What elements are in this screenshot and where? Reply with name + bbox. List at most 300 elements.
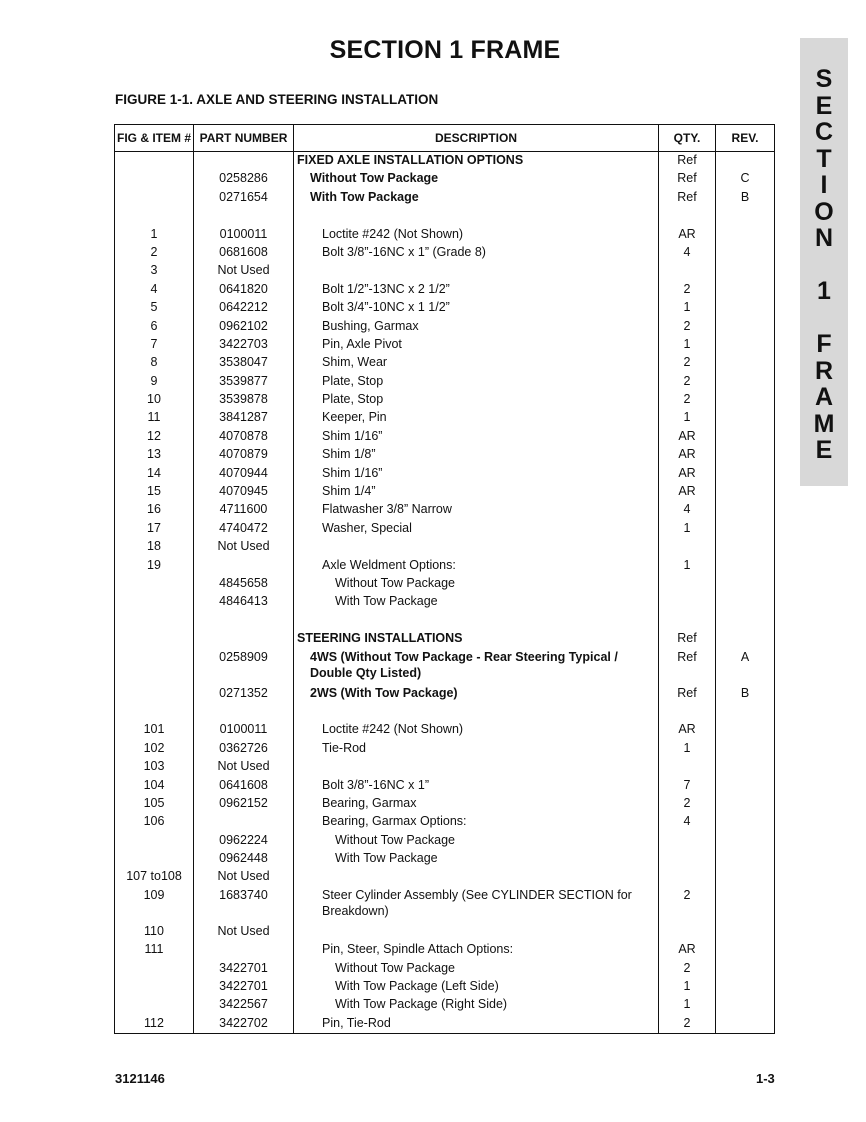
qty-cell — [659, 868, 716, 886]
table-row — [115, 318, 775, 336]
fig-item-cell — [115, 189, 194, 207]
rev-cell — [716, 373, 775, 391]
rev-cell — [716, 465, 775, 483]
table-row — [115, 281, 775, 299]
description-cell: Bearing, Garmax Options: — [294, 813, 659, 831]
fig-item-cell: 12 — [115, 428, 194, 446]
table-row — [115, 336, 775, 354]
description-cell: Bolt 3/4”-10NC x 1 1/2” — [294, 299, 659, 317]
rev-cell — [716, 483, 775, 501]
part-number-cell: 4740472 — [194, 520, 294, 538]
rev-cell — [716, 318, 775, 336]
table-row — [115, 428, 775, 446]
rev-cell — [716, 557, 775, 575]
fig-item-cell: 109 — [115, 887, 194, 923]
part-number-cell: 3538047 — [194, 354, 294, 372]
qty-cell: 4 — [659, 244, 716, 262]
table-row — [115, 501, 775, 519]
table-row — [115, 538, 775, 556]
table-row — [115, 887, 775, 923]
rev-cell — [716, 703, 775, 721]
fig-item-cell: 105 — [115, 795, 194, 813]
description-cell — [294, 758, 659, 776]
description-cell: With Tow Package (Right Side) — [294, 996, 659, 1014]
fig-item-cell: 11 — [115, 409, 194, 427]
qty-cell: AR — [659, 483, 716, 501]
section-title: SECTION 1 FRAME — [329, 36, 561, 64]
description-cell: Shim 1/4” — [294, 483, 659, 501]
fig-item-cell: 18 — [115, 538, 194, 556]
description-cell: Shim 1/16” — [294, 428, 659, 446]
table-row — [115, 575, 775, 593]
qty-cell — [659, 593, 716, 611]
qty-cell: AR — [659, 446, 716, 464]
rev-cell — [716, 520, 775, 538]
part-number-cell: 3422701 — [194, 978, 294, 996]
fig-item-cell — [115, 960, 194, 978]
qty-cell: Ref — [659, 649, 716, 685]
side-tab-letter: T — [816, 144, 832, 173]
part-number-cell — [194, 703, 294, 721]
table-row — [115, 996, 775, 1014]
description-cell: Bearing, Garmax — [294, 795, 659, 813]
part-number-cell — [194, 557, 294, 575]
fig-item-cell: 110 — [115, 923, 194, 941]
fig-item-cell: 4 — [115, 281, 194, 299]
description-cell: Plate, Stop — [294, 391, 659, 409]
table-row — [115, 557, 775, 575]
fig-item-cell: 17 — [115, 520, 194, 538]
description-cell — [294, 207, 659, 225]
table-row — [115, 299, 775, 317]
qty-cell: 1 — [659, 520, 716, 538]
table-row — [115, 703, 775, 721]
table-row — [115, 960, 775, 978]
side-tab — [800, 38, 848, 486]
rev-cell — [716, 612, 775, 630]
description-cell — [294, 262, 659, 280]
table-row — [115, 685, 775, 703]
description-cell — [294, 612, 659, 630]
part-number-cell: Not Used — [194, 758, 294, 776]
table-row — [115, 409, 775, 427]
table-row — [115, 649, 775, 685]
side-tab-letters — [800, 66, 848, 464]
fig-item-cell: 14 — [115, 465, 194, 483]
rev-cell — [716, 630, 775, 648]
description-cell: Bolt 1/2”-13NC x 2 1/2” — [294, 281, 659, 299]
description-cell: Without Tow Package — [294, 960, 659, 978]
qty-cell: AR — [659, 428, 716, 446]
header-description: DESCRIPTION — [294, 125, 659, 152]
fig-item-cell: 19 — [115, 557, 194, 575]
part-number-cell — [194, 941, 294, 959]
fig-item-cell: 107 to108 — [115, 868, 194, 886]
description-cell — [294, 703, 659, 721]
qty-cell: 1 — [659, 557, 716, 575]
description-cell: Washer, Special — [294, 520, 659, 538]
rev-cell — [716, 868, 775, 886]
fig-item-cell — [115, 170, 194, 188]
table-row — [115, 152, 775, 171]
part-number-cell: 3422567 — [194, 996, 294, 1014]
rev-cell — [716, 262, 775, 280]
part-number-cell: 4070879 — [194, 446, 294, 464]
fig-item-cell: 9 — [115, 373, 194, 391]
fig-item-cell — [115, 612, 194, 630]
rev-cell — [716, 409, 775, 427]
table-row — [115, 189, 775, 207]
qty-cell: 2 — [659, 281, 716, 299]
rev-cell — [716, 887, 775, 923]
part-number-cell: 3422703 — [194, 336, 294, 354]
part-number-cell: 4070945 — [194, 483, 294, 501]
part-number-cell: 3422701 — [194, 960, 294, 978]
rev-cell — [716, 538, 775, 556]
fig-item-cell — [115, 630, 194, 648]
fig-item-cell: 104 — [115, 777, 194, 795]
rev-cell — [716, 207, 775, 225]
part-number-cell: 3539878 — [194, 391, 294, 409]
rev-cell — [716, 850, 775, 868]
qty-cell: 2 — [659, 795, 716, 813]
fig-item-cell — [115, 593, 194, 611]
part-number-cell: Not Used — [194, 923, 294, 941]
part-number-cell — [194, 612, 294, 630]
fig-item-cell — [115, 832, 194, 850]
table-row — [115, 1015, 775, 1034]
description-cell: Without Tow Package — [294, 170, 659, 188]
part-number-cell: 4846413 — [194, 593, 294, 611]
part-number-cell: 1683740 — [194, 887, 294, 923]
qty-cell: 1 — [659, 978, 716, 996]
part-number-cell: 0681608 — [194, 244, 294, 262]
side-tab-letter: R — [814, 356, 834, 385]
qty-cell: AR — [659, 465, 716, 483]
part-number-cell: Not Used — [194, 868, 294, 886]
rev-cell — [716, 740, 775, 758]
description-cell: Keeper, Pin — [294, 409, 659, 427]
description-cell: Shim 1/8” — [294, 446, 659, 464]
table-row — [115, 465, 775, 483]
rev-cell — [716, 336, 775, 354]
qty-cell: 2 — [659, 1015, 716, 1034]
description-cell — [294, 868, 659, 886]
table-row — [115, 207, 775, 225]
qty-cell: 1 — [659, 336, 716, 354]
description-cell: Loctite #242 (Not Shown) — [294, 721, 659, 739]
side-tab-letter: N — [814, 224, 834, 252]
part-number-cell: 0271352 — [194, 685, 294, 703]
fig-item-cell: 101 — [115, 721, 194, 739]
rev-cell — [716, 1015, 775, 1034]
table-row — [115, 721, 775, 739]
qty-cell: Ref — [659, 152, 716, 171]
part-number-cell: 0641608 — [194, 777, 294, 795]
part-number-cell: 3841287 — [194, 409, 294, 427]
fig-item-cell — [115, 152, 194, 171]
qty-cell — [659, 538, 716, 556]
part-number-cell: 0962448 — [194, 850, 294, 868]
rev-cell — [716, 721, 775, 739]
part-number-cell: 0258286 — [194, 170, 294, 188]
table-row — [115, 978, 775, 996]
table-row — [115, 941, 775, 959]
table-row — [115, 354, 775, 372]
rev-cell — [716, 923, 775, 941]
table-row — [115, 923, 775, 941]
rev-cell — [716, 226, 775, 244]
qty-cell: 4 — [659, 813, 716, 831]
qty-cell: 1 — [659, 740, 716, 758]
description-cell: Loctite #242 (Not Shown) — [294, 226, 659, 244]
parts-table — [114, 124, 775, 1034]
description-cell — [294, 538, 659, 556]
side-tab-letter — [800, 305, 848, 332]
table-row — [115, 170, 775, 188]
side-tab-letter: C — [814, 118, 834, 146]
part-number-cell: 0641820 — [194, 281, 294, 299]
rev-cell — [716, 777, 775, 795]
description-cell: With Tow Package — [294, 593, 659, 611]
rev-cell — [716, 299, 775, 317]
description-cell: FIXED AXLE INSTALLATION OPTIONS — [294, 152, 659, 171]
rev-cell: C — [716, 170, 775, 188]
side-tab-letter: I — [820, 171, 828, 199]
side-tab-letter — [800, 252, 848, 279]
fig-item-cell: 103 — [115, 758, 194, 776]
fig-item-cell: 6 — [115, 318, 194, 336]
qty-cell: 2 — [659, 391, 716, 409]
description-cell: Pin, Steer, Spindle Attach Options: — [294, 941, 659, 959]
footer-page-number: 1-3 — [756, 1071, 775, 1086]
qty-cell: 1 — [659, 299, 716, 317]
part-number-cell: 0362726 — [194, 740, 294, 758]
part-number-cell — [194, 152, 294, 171]
rev-cell — [716, 832, 775, 850]
qty-cell: Ref — [659, 189, 716, 207]
part-number-cell: 0642212 — [194, 299, 294, 317]
part-number-cell — [194, 813, 294, 831]
qty-cell: 2 — [659, 318, 716, 336]
fig-item-cell — [115, 575, 194, 593]
qty-cell: 2 — [659, 373, 716, 391]
rev-cell — [716, 575, 775, 593]
description-cell: 4WS (Without Tow Package - Rear Steering Typical / Double Qty Listed) — [294, 649, 659, 685]
qty-cell: 1 — [659, 409, 716, 427]
part-number-cell: 0258909 — [194, 649, 294, 685]
side-tab-letter: 1 — [817, 277, 831, 305]
table-row — [115, 373, 775, 391]
qty-cell: AR — [659, 941, 716, 959]
description-cell: Without Tow Package — [294, 832, 659, 850]
fig-item-cell — [115, 649, 194, 685]
rev-cell — [716, 354, 775, 372]
table-row — [115, 850, 775, 868]
fig-item-cell — [115, 207, 194, 225]
qty-cell: Ref — [659, 170, 716, 188]
rev-cell — [716, 593, 775, 611]
part-number-cell: 0100011 — [194, 226, 294, 244]
part-number-cell: 4070878 — [194, 428, 294, 446]
rev-cell — [716, 941, 775, 959]
rev-cell — [716, 813, 775, 831]
qty-cell: 2 — [659, 960, 716, 978]
part-number-cell: 3422702 — [194, 1015, 294, 1034]
table-row — [115, 520, 775, 538]
header-part-number: PART NUMBER — [194, 125, 294, 152]
rev-cell — [716, 152, 775, 171]
description-cell: Bolt 3/8”-16NC x 1” — [294, 777, 659, 795]
fig-item-cell: 102 — [115, 740, 194, 758]
part-number-cell: 3539877 — [194, 373, 294, 391]
header-qty: QTY. — [659, 125, 716, 152]
part-number-cell: 4070944 — [194, 465, 294, 483]
fig-item-cell: 1 — [115, 226, 194, 244]
description-cell: Tie-Rod — [294, 740, 659, 758]
qty-cell: 2 — [659, 354, 716, 372]
qty-cell: 1 — [659, 996, 716, 1014]
qty-cell — [659, 207, 716, 225]
table-header-row — [115, 125, 775, 152]
qty-cell: 4 — [659, 501, 716, 519]
table-row — [115, 740, 775, 758]
description-cell: Bushing, Garmax — [294, 318, 659, 336]
description-cell: With Tow Package — [294, 189, 659, 207]
rev-cell — [716, 391, 775, 409]
description-cell: STEERING INSTALLATIONS — [294, 630, 659, 648]
qty-cell — [659, 923, 716, 941]
qty-cell: AR — [659, 721, 716, 739]
description-cell: Without Tow Package — [294, 575, 659, 593]
part-number-cell: 0100011 — [194, 721, 294, 739]
part-number-cell: 0962102 — [194, 318, 294, 336]
part-number-cell: 0271654 — [194, 189, 294, 207]
table-row — [115, 868, 775, 886]
table-row — [115, 391, 775, 409]
fig-item-cell: 7 — [115, 336, 194, 354]
part-number-cell — [194, 207, 294, 225]
table-row — [115, 483, 775, 501]
fig-item-cell: 5 — [115, 299, 194, 317]
footer-doc-number: 3121146 — [115, 1071, 165, 1086]
qty-cell: 7 — [659, 777, 716, 795]
fig-item-cell: 15 — [115, 483, 194, 501]
description-cell: With Tow Package (Left Side) — [294, 978, 659, 996]
description-cell: Plate, Stop — [294, 373, 659, 391]
description-cell: Shim 1/16” — [294, 465, 659, 483]
side-tab-letter: S — [815, 65, 833, 93]
fig-item-cell — [115, 685, 194, 703]
table-row — [115, 758, 775, 776]
rev-cell — [716, 978, 775, 996]
description-cell: 2WS (With Tow Package) — [294, 685, 659, 703]
qty-cell: 2 — [659, 887, 716, 923]
table-row — [115, 795, 775, 813]
description-cell: Pin, Axle Pivot — [294, 336, 659, 354]
fig-item-cell — [115, 703, 194, 721]
description-cell: Shim, Wear — [294, 354, 659, 372]
fig-item-cell: 111 — [115, 941, 194, 959]
rev-cell — [716, 795, 775, 813]
rev-cell: B — [716, 685, 775, 703]
part-number-cell: 4711600 — [194, 501, 294, 519]
fig-item-cell — [115, 978, 194, 996]
qty-cell — [659, 703, 716, 721]
part-number-cell: Not Used — [194, 538, 294, 556]
fig-item-cell: 16 — [115, 501, 194, 519]
table-row — [115, 630, 775, 648]
side-tab-letter: E — [815, 436, 833, 464]
fig-item-cell — [115, 850, 194, 868]
description-cell: With Tow Package — [294, 850, 659, 868]
side-tab-letter: M — [813, 409, 835, 438]
fig-item-cell: 3 — [115, 262, 194, 280]
table-row — [115, 244, 775, 262]
header-rev: REV. — [716, 125, 775, 152]
rev-cell: A — [716, 649, 775, 685]
rev-cell — [716, 758, 775, 776]
figure-title: FIGURE 1-1. AXLE AND STEERING INSTALLATION — [115, 92, 439, 107]
fig-item-cell: 13 — [115, 446, 194, 464]
fig-item-cell — [115, 996, 194, 1014]
description-cell: Bolt 3/8”-16NC x 1” (Grade 8) — [294, 244, 659, 262]
fig-item-cell: 2 — [115, 244, 194, 262]
qty-cell — [659, 850, 716, 868]
qty-cell — [659, 575, 716, 593]
qty-cell: AR — [659, 226, 716, 244]
rev-cell — [716, 428, 775, 446]
part-number-cell: 0962152 — [194, 795, 294, 813]
qty-cell — [659, 612, 716, 630]
side-tab-letter: E — [815, 91, 833, 120]
parts-table-body — [115, 152, 775, 1034]
part-number-cell — [194, 630, 294, 648]
description-cell: Steer Cylinder Assembly (See CYLINDER SECTION for Breakdown) — [294, 887, 659, 923]
qty-cell: Ref — [659, 630, 716, 648]
rev-cell — [716, 501, 775, 519]
description-cell — [294, 923, 659, 941]
qty-cell: Ref — [659, 685, 716, 703]
rev-cell — [716, 281, 775, 299]
table-row — [115, 262, 775, 280]
description-cell: Pin, Tie-Rod — [294, 1015, 659, 1034]
part-number-cell: 4845658 — [194, 575, 294, 593]
fig-item-cell: 106 — [115, 813, 194, 831]
table-row — [115, 832, 775, 850]
description-cell: Axle Weldment Options: — [294, 557, 659, 575]
table-row — [115, 593, 775, 611]
side-tab-letter: F — [816, 330, 832, 358]
fig-item-cell: 112 — [115, 1015, 194, 1034]
rev-cell — [716, 446, 775, 464]
part-number-cell: Not Used — [194, 262, 294, 280]
rev-cell — [716, 960, 775, 978]
side-tab-letter: A — [814, 383, 834, 411]
qty-cell — [659, 262, 716, 280]
table-row — [115, 612, 775, 630]
description-cell: Flatwasher 3/8” Narrow — [294, 501, 659, 519]
rev-cell — [716, 996, 775, 1014]
side-tab-letter: O — [814, 197, 834, 226]
table-row — [115, 813, 775, 831]
fig-item-cell: 8 — [115, 354, 194, 372]
table-row — [115, 777, 775, 795]
fig-item-cell: 10 — [115, 391, 194, 409]
qty-cell — [659, 832, 716, 850]
table-row — [115, 446, 775, 464]
qty-cell — [659, 758, 716, 776]
